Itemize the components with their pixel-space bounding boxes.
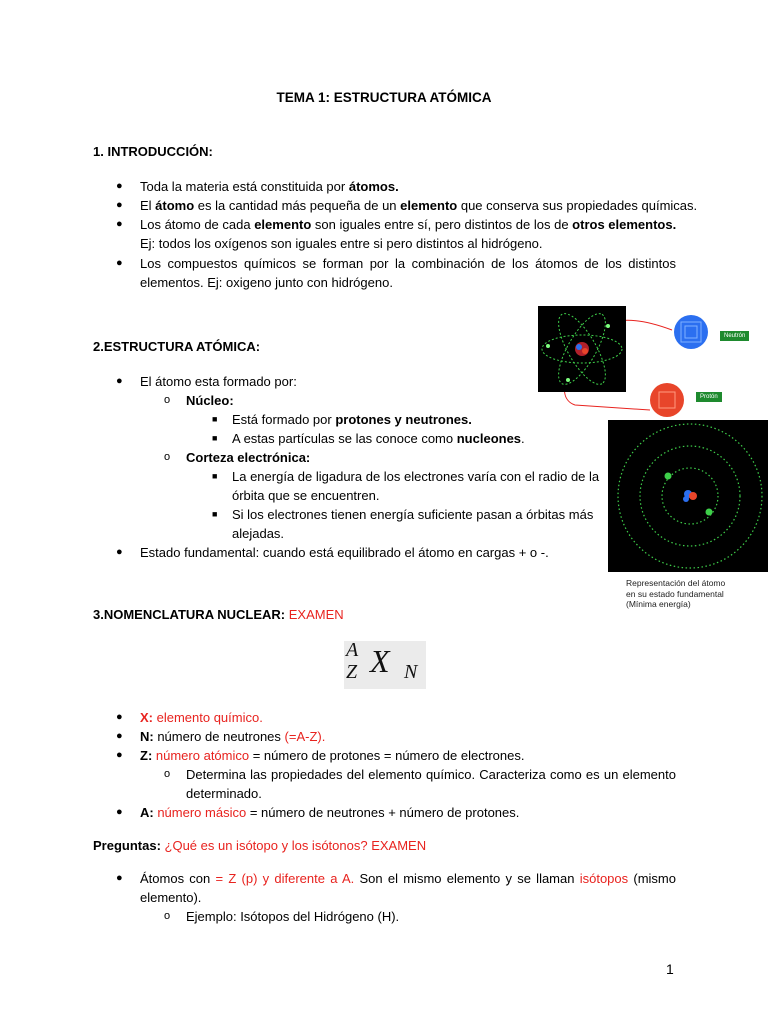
bullet-square: ■ bbox=[212, 509, 218, 519]
bullet-dot: ● bbox=[116, 375, 123, 387]
figure-caption: Representación del átomo en su estado fundamental (Mínima energía) bbox=[626, 578, 726, 609]
bullet-dot: ● bbox=[116, 730, 123, 742]
formula-atomic-number: Z bbox=[346, 661, 358, 683]
nomenclatura-x: X: elemento químico. bbox=[140, 710, 263, 725]
preguntas-heading: Preguntas: ¿Qué es un isótopo y los isótonos? EXAMEN bbox=[93, 838, 427, 853]
intro-bullet-2: El átomo es la cantidad más pequeña de un elemento que conserva sus propiedades químicas. bbox=[140, 198, 698, 213]
preguntas-example: Ejemplo: Isótopos del Hidrógeno (H). bbox=[186, 909, 400, 924]
bullet-dot: ● bbox=[116, 749, 123, 761]
proton-label: Protón bbox=[696, 392, 722, 402]
section-heading-nomenclatura: 3.NOMENCLATURA NUCLEAR: EXAMEN bbox=[93, 607, 344, 622]
estructura-bullet-2: Estado fundamental: cuando está equilibrado el átomo en cargas + o -. bbox=[140, 545, 549, 560]
intro-bullet-4-line2: elementos. Ej: oxigeno junto con hidrógeno. bbox=[140, 275, 393, 290]
page-number: 1 bbox=[666, 961, 674, 977]
corteza-item-2: Si los electrones tienen energía suficiente pasan a órbitas más bbox=[232, 507, 594, 522]
intro-bullet-1: Toda la materia está constituida por átomos. bbox=[140, 179, 399, 194]
bullet-circle: o bbox=[164, 910, 171, 922]
corteza-label: Corteza electrónica: bbox=[186, 450, 311, 465]
bullet-dot: ● bbox=[116, 199, 123, 211]
page-title: TEMA 1: ESTRUCTURA ATÓMICA bbox=[276, 90, 492, 105]
preguntas-bullet-1: Átomos con = Z (p) y diferente a A. Son el mismo elemento y se llaman isótopos (mismo bbox=[140, 871, 676, 886]
nomenclatura-z-detail-line2: determinado. bbox=[186, 786, 262, 801]
estructura-bullet-1: El átomo esta formado por: bbox=[140, 374, 297, 389]
proton-icon bbox=[648, 382, 686, 418]
bullet-square: ■ bbox=[212, 433, 218, 443]
intro-bullet-3: Los átomo de cada elemento son iguales entre sí, pero distintos de los de otros elementos. bbox=[140, 217, 677, 232]
formula-mass-number: A bbox=[346, 639, 359, 661]
formula-neutron-number: N bbox=[404, 661, 418, 683]
section-heading-estructura: 2.ESTRUCTURA ATÓMICA: bbox=[93, 339, 261, 354]
section-heading-introduccion: 1. INTRODUCCIÓN: bbox=[93, 144, 213, 159]
bullet-circle: o bbox=[164, 451, 171, 463]
bullet-square: ■ bbox=[212, 414, 218, 424]
bullet-dot: ● bbox=[116, 711, 123, 723]
atom-model-image bbox=[538, 306, 626, 392]
ground-state-atom-image bbox=[608, 420, 768, 572]
nucleo-label: Núcleo: bbox=[186, 393, 234, 408]
formula-element: X bbox=[370, 643, 390, 679]
nucleo-item-2: A estas partículas se las conoce como nucleones. bbox=[232, 431, 525, 446]
nomenclatura-z-detail: Determina las propiedades del elemento químico. Caracteriza como es un elemento bbox=[186, 767, 676, 782]
intro-bullet-3-line2: Ej: todos los oxígenos son iguales entre si pero distintos al hidrógeno. bbox=[140, 236, 543, 251]
bullet-circle: o bbox=[164, 394, 171, 406]
preguntas-bullet-1-line2: elemento). bbox=[140, 890, 202, 905]
neutron-icon bbox=[672, 314, 710, 350]
bullet-circle: o bbox=[164, 768, 171, 780]
bullet-dot: ● bbox=[116, 218, 123, 230]
neutron-label: Neutrón bbox=[720, 331, 749, 341]
bullet-dot: ● bbox=[116, 806, 123, 818]
exam-tag: EXAMEN bbox=[288, 607, 344, 622]
corteza-item-2-line2: alejadas. bbox=[232, 526, 285, 541]
nucleo-item-1: Está formado por protones y neutrones. bbox=[232, 412, 472, 427]
bullet-dot: ● bbox=[116, 872, 123, 884]
bullet-dot: ● bbox=[116, 546, 123, 558]
intro-bullet-4: Los compuestos químicos se forman por la combinación de los átomos de los distintos bbox=[140, 256, 676, 271]
nomenclatura-z: Z: número atómico = número de protones = número de electrones. bbox=[140, 748, 525, 763]
nomenclatura-n: N: número de neutrones (=A-Z). bbox=[140, 729, 326, 744]
bullet-dot: ● bbox=[116, 180, 123, 192]
nuclear-notation-formula bbox=[344, 641, 426, 689]
corteza-item-1: La energía de ligadura de los electrones varía con el radio de la bbox=[232, 469, 600, 484]
corteza-item-1-line2: órbita que se encuentren. bbox=[232, 488, 380, 503]
nomenclatura-a: A: número másico = número de neutrones + número de protones. bbox=[140, 805, 520, 820]
bullet-square: ■ bbox=[212, 471, 218, 481]
bullet-dot: ● bbox=[116, 257, 123, 269]
